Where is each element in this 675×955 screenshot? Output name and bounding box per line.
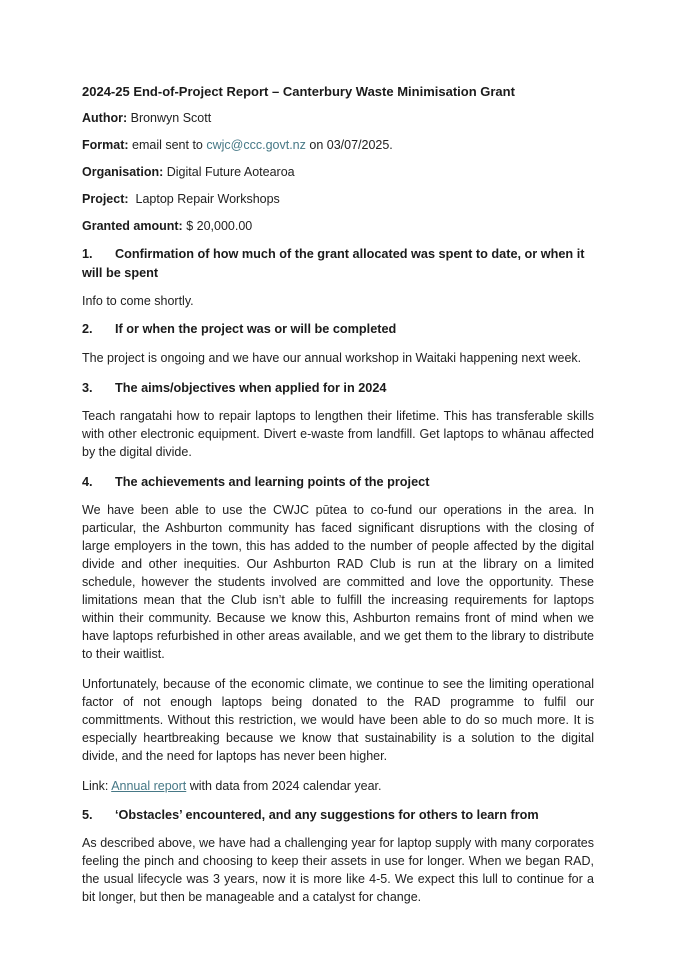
- format-post-text: on 03/07/2025.: [305, 138, 393, 152]
- section-1-heading-text: Confirmation of how much of the grant allocated was spent to date, or when it will be spent: [82, 247, 585, 280]
- section-5-heading-text: ‘Obstacles’ encountered, and any suggestions for others to learn from: [115, 807, 539, 822]
- section-2-number: 2.: [82, 322, 93, 336]
- format-pre-text: email sent to: [132, 138, 207, 152]
- section-4-paragraph-1: We have been able to use the CWJC pūtea to co-fund our operations in the area. In particular, the Ashburton community has faced significant disruptions with the closing of large employers in the town, this has added to the number of people affected by the digital divide and other inequities. Our Ashburton RAD Club is run at the library on a limited schedule, however the students involved are committed and love the opportunity. These limitations mean that the Club isn’t able to fulfill the increasing requirements for laptops within their community. Because we know this, Ashburton remains front of mind when we have laptops refurbished in other areas available, and we get them to the library to distribute to their waitlist.: [82, 502, 594, 661]
- organisation-label: Organisation:: [82, 165, 164, 179]
- project-value: Laptop Repair Workshops: [132, 192, 280, 206]
- meta-author: [82, 110, 594, 126]
- section-3-paragraph: Teach rangatahi how to repair laptops to lengthen their lifetime. This has transferable skills with other electronic equipment. Divert e-waste from landfill. Get laptops to whānau affected by the digital divide.: [82, 408, 594, 459]
- meta-format: [82, 137, 594, 153]
- section-4-number: 4.: [82, 474, 93, 489]
- link-pre-text: Link:: [82, 778, 112, 793]
- section-2-heading-text: If or when the project was or will be completed: [115, 322, 397, 336]
- author-value: Bronwyn Scott: [130, 111, 212, 125]
- email-link[interactable]: cwjc@ccc.govt.nz: [206, 138, 306, 152]
- annual-report-link[interactable]: Annual report: [111, 778, 187, 793]
- section-5-number: 5.: [82, 807, 93, 822]
- section-3-number: 3.: [82, 380, 93, 395]
- section-3-heading-text: The aims/objectives when applied for in 2024: [115, 380, 387, 395]
- organisation-value: Digital Future Aotearoa: [166, 165, 295, 179]
- meta-project: [82, 191, 594, 207]
- section-1-heading: [82, 245, 594, 283]
- meta-granted-amount: [82, 218, 594, 234]
- section-2-paragraph: The project is ongoing and we have our annual workshop in Waitaki happening next week.: [82, 351, 582, 365]
- project-label: Project:: [82, 192, 129, 206]
- section-2-heading: [82, 320, 594, 339]
- section-3-heading: [82, 379, 594, 398]
- section-1-paragraph: Info to come shortly.: [82, 294, 194, 308]
- annual-report-link-line: [82, 777, 594, 795]
- document-title: 2024-25 End-of-Project Report – Canterbury Waste Minimisation Grant: [82, 84, 515, 99]
- granted-amount-value: $ 20,000.00: [186, 219, 253, 233]
- section-4-paragraph-2: Unfortunately, because of the economic climate, we continue to see the limiting operational factor of not enough laptops being donated to the RAD programme to fulfil our committments. Without this restriction, we would have been able to do so much more. It is especially heartbreaking because we know that sustainability is a solution to the digital divide, and the need for laptops has never been higher.: [82, 676, 594, 763]
- author-label: Author:: [82, 111, 128, 125]
- format-label: Format:: [82, 138, 129, 152]
- section-4-heading-text: The achievements and learning points of the project: [115, 474, 430, 489]
- granted-amount-label: Granted amount:: [82, 219, 183, 233]
- section-1-number: 1.: [82, 247, 93, 261]
- section-5-paragraph: As described above, we have had a challenging year for laptop supply with many corporates feeling the pinch and choosing to keep their assets in use for longer. When we began RAD, the usual lifecycle was 3 years, now it is more like 4-5. We expect this lull to continue for a bit longer, but then be manageable and a catalyst for change.: [82, 835, 594, 904]
- meta-organisation: [82, 164, 594, 180]
- section-5-heading: [82, 806, 594, 825]
- link-post-text: with data from 2024 calendar year.: [186, 778, 382, 793]
- section-4-heading: [82, 473, 594, 492]
